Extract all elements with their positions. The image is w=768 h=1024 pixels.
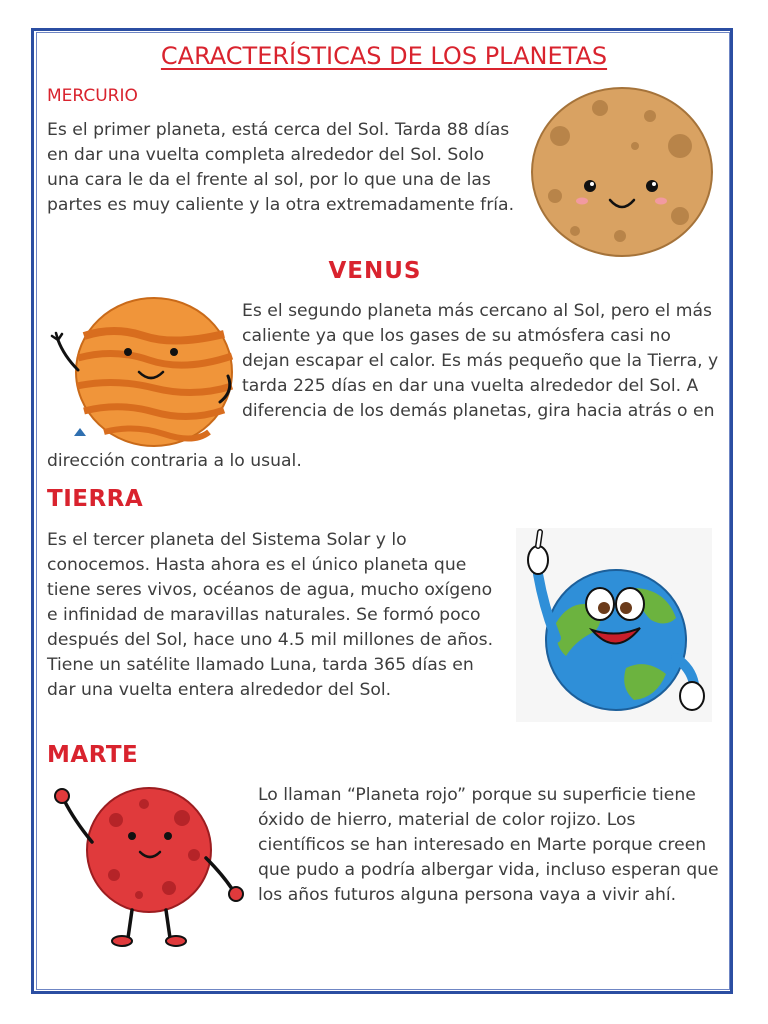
mercurio-text: Es el primer planeta, está cerca del Sol. Tarda 88 días en dar una vuelta completa alrededor del Sol. Solo una cara le da el frente al sol, por lo que una de las partes es muy caliente y la otra extremadamente fría. — [47, 120, 515, 215]
page-title: CARACTERÍSTICAS DE LOS PLANETAS — [160, 42, 608, 70]
tierra-heading: TIERRA — [47, 486, 144, 512]
marte-text: Lo llaman “Planeta rojo” porque su superficie tiene óxido de hierro, material de color rojizo. Los científicos se han interesado en Marte porque creen que pudo a podría albergar vida, incluso esperan que los años futuros alguna persona vaya a vivir ahí. — [258, 785, 719, 905]
venus-text-continued: dirección contraria a lo usual. — [47, 451, 302, 471]
mercurio-heading: MERCURIO — [47, 86, 138, 106]
mercury-planet-icon — [530, 86, 715, 258]
venus-heading: VENUS — [328, 258, 422, 284]
venus-text: Es el segundo planeta más cercano al Sol, pero el más caliente ya que los gases de su atmósfera casi no dejan escapar el calor. Es más pequeño que la Tierra, y tarda 225 días en dar una vuelta alrededor del Sol. A diferencia de los demás planetas, gira hacia atrás o en — [242, 301, 719, 421]
earth-planet-icon — [516, 528, 712, 722]
venus-planet-icon — [44, 296, 236, 448]
mars-planet-icon — [44, 780, 250, 950]
marte-heading: MARTE — [47, 742, 139, 768]
tierra-text: Es el tercer planeta del Sistema Solar y lo conocemos. Hasta ahora es el único planeta que tiene seres vivos, océanos de agua, mucho oxígeno e infinidad de maravillas naturales. Se formó poco después del Sol, hace uno 4.5 mil millones de años. Tiene un satélite llamado Luna, tarda 365 días en dar una vuelta entera alrededor del Sol. — [47, 530, 494, 700]
